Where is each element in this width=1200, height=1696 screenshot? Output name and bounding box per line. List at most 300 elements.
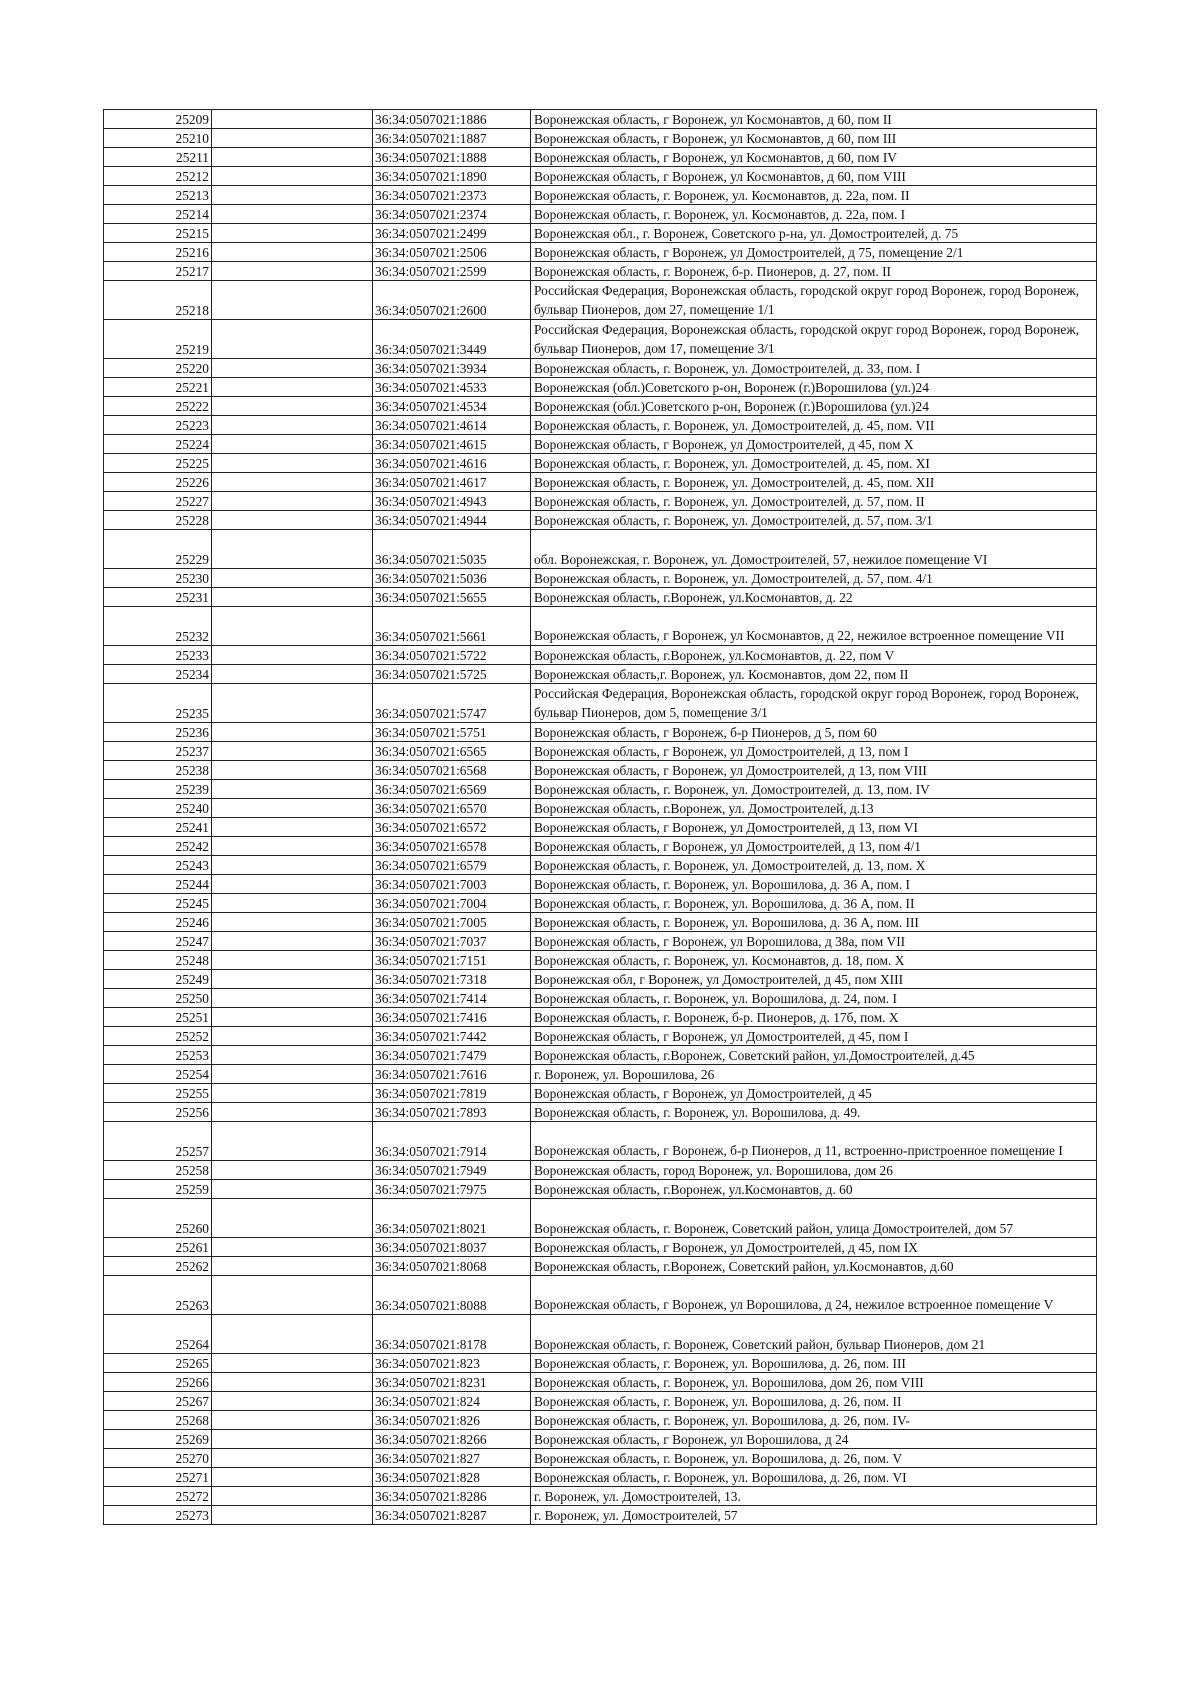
- cadastral-number-cell: 36:34:0507021:2506: [373, 243, 531, 262]
- cadastral-number-cell: 36:34:0507021:823: [373, 1354, 531, 1373]
- row-number-cell: 25241: [104, 818, 212, 837]
- row-number-cell: 25236: [104, 723, 212, 742]
- address-cell: Воронежская область, г. Воронеж, ул. Домостроителей, д. 33, пом. I: [531, 359, 1097, 378]
- row-number-cell: 25255: [104, 1084, 212, 1103]
- table-row: [104, 799, 1097, 818]
- cadastral-number-cell: 36:34:0507021:7005: [373, 913, 531, 932]
- address-cell: Воронежская область, г Воронеж, ул Космонавтов, д 22, нежилое встроенное помещение VII: [531, 607, 1097, 646]
- row-number-cell: 25220: [104, 359, 212, 378]
- address-cell: Воронежская область, г. Воронеж, ул. Ворошилова, д. 49.: [531, 1103, 1097, 1122]
- cadastral-number-cell: 36:34:0507021:7479: [373, 1046, 531, 1065]
- row-number-cell: 25213: [104, 186, 212, 205]
- empty-cell: [212, 837, 373, 856]
- address-cell: Воронежская область, г Воронеж, ул Домостроителей, д 13, пом VI: [531, 818, 1097, 837]
- table-row: [104, 397, 1097, 416]
- row-number-cell: 25226: [104, 473, 212, 492]
- cadastral-number-cell: 36:34:0507021:8037: [373, 1238, 531, 1257]
- cadastral-number-cell: 36:34:0507021:5751: [373, 723, 531, 742]
- table-row: [104, 530, 1097, 569]
- empty-cell: [212, 607, 373, 646]
- table-row: [104, 243, 1097, 262]
- cadastral-number-cell: 36:34:0507021:7975: [373, 1180, 531, 1199]
- table-row: [104, 1449, 1097, 1468]
- row-number-cell: 25250: [104, 989, 212, 1008]
- cadastral-number-cell: 36:34:0507021:7004: [373, 894, 531, 913]
- address-cell: Воронежская область, г Воронеж, ул Домостроителей, д 45, пом X: [531, 435, 1097, 454]
- row-number-cell: 25243: [104, 856, 212, 875]
- row-number-cell: 25224: [104, 435, 212, 454]
- cadastral-number-cell: 36:34:0507021:3934: [373, 359, 531, 378]
- cadastral-number-cell: 36:34:0507021:7318: [373, 970, 531, 989]
- address-cell: г. Воронеж, ул. Домостроителей, 57: [531, 1506, 1097, 1525]
- table-row: [104, 989, 1097, 1008]
- empty-cell: [212, 989, 373, 1008]
- table-row: [104, 1027, 1097, 1046]
- table-row: [104, 378, 1097, 397]
- table-row: [104, 932, 1097, 951]
- address-cell: Воронежская область, г. Воронеж, ул. Ворошилова, д. 26, пом. V: [531, 1449, 1097, 1468]
- row-number-cell: 25225: [104, 454, 212, 473]
- cadastral-number-cell: 36:34:0507021:6565: [373, 742, 531, 761]
- cadastral-number-cell: 36:34:0507021:8088: [373, 1276, 531, 1315]
- table-row: [104, 1122, 1097, 1161]
- table-row: [104, 1238, 1097, 1257]
- address-cell: Воронежская область, г. Воронеж, ул. Домостроителей, д. 45, пом. XI: [531, 454, 1097, 473]
- empty-cell: [212, 1008, 373, 1027]
- address-cell: Воронежская область, г Воронеж, ул Космонавтов, д 60, пом IV: [531, 148, 1097, 167]
- cadastral-number-cell: 36:34:0507021:5722: [373, 646, 531, 665]
- row-number-cell: 25247: [104, 932, 212, 951]
- empty-cell: [212, 359, 373, 378]
- empty-cell: [212, 1373, 373, 1392]
- table-row: [104, 186, 1097, 205]
- table-row: [104, 1506, 1097, 1525]
- empty-cell: [212, 262, 373, 281]
- address-cell: Российская Федерация, Воронежская область, городской округ город Воронеж, город Воронеж, бульвар Пионеров, дом 27, помещение 1/1: [531, 281, 1097, 320]
- table-row: [104, 1315, 1097, 1354]
- address-cell: Воронежская область, г. Воронеж, ул. Домостроителей, д. 13, пом. X: [531, 856, 1097, 875]
- row-number-cell: 25229: [104, 530, 212, 569]
- empty-cell: [212, 665, 373, 684]
- row-number-cell: 25253: [104, 1046, 212, 1065]
- row-number-cell: 25216: [104, 243, 212, 262]
- address-cell: г. Воронеж, ул. Домостроителей, 13.: [531, 1487, 1097, 1506]
- table-row: [104, 951, 1097, 970]
- cadastral-number-cell: 36:34:0507021:4616: [373, 454, 531, 473]
- row-number-cell: 25258: [104, 1161, 212, 1180]
- table-row: [104, 1065, 1097, 1084]
- empty-cell: [212, 951, 373, 970]
- address-cell: Воронежская область, г. Воронеж, ул. Домостроителей, д. 57, пом. II: [531, 492, 1097, 511]
- empty-cell: [212, 167, 373, 186]
- row-number-cell: 25228: [104, 511, 212, 530]
- row-number-cell: 25215: [104, 224, 212, 243]
- cadastral-number-cell: 36:34:0507021:1887: [373, 129, 531, 148]
- table-row: [104, 665, 1097, 684]
- table-row: [104, 780, 1097, 799]
- cadastral-number-cell: 36:34:0507021:2600: [373, 281, 531, 320]
- row-number-cell: 25270: [104, 1449, 212, 1468]
- empty-cell: [212, 1449, 373, 1468]
- empty-cell: [212, 742, 373, 761]
- empty-cell: [212, 1065, 373, 1084]
- row-number-cell: 25211: [104, 148, 212, 167]
- row-number-cell: 25263: [104, 1276, 212, 1315]
- row-number-cell: 25221: [104, 378, 212, 397]
- address-cell: Российская Федерация, Воронежская область, городской округ город Воронеж, город Воронеж, бульвар Пионеров, дом 17, помещение 3/1: [531, 320, 1097, 359]
- table-row: [104, 167, 1097, 186]
- cadastral-number-cell: 36:34:0507021:4534: [373, 397, 531, 416]
- address-cell: Воронежская область, г Воронеж, ул Домостроителей, д 45: [531, 1084, 1097, 1103]
- cadastral-number-cell: 36:34:0507021:1886: [373, 110, 531, 129]
- address-cell: Воронежская область, г.Воронеж, Советский район, ул.Домостроителей, д.45: [531, 1046, 1097, 1065]
- empty-cell: [212, 1180, 373, 1199]
- cadastral-number-cell: 36:34:0507021:824: [373, 1392, 531, 1411]
- empty-cell: [212, 1315, 373, 1354]
- row-number-cell: 25212: [104, 167, 212, 186]
- empty-cell: [212, 205, 373, 224]
- row-number-cell: 25232: [104, 607, 212, 646]
- empty-cell: [212, 224, 373, 243]
- cadastral-number-cell: 36:34:0507021:7949: [373, 1161, 531, 1180]
- row-number-cell: 25252: [104, 1027, 212, 1046]
- empty-cell: [212, 1257, 373, 1276]
- empty-cell: [212, 1468, 373, 1487]
- table-row: [104, 416, 1097, 435]
- table-row: [104, 818, 1097, 837]
- address-cell: Воронежская область, г. Воронеж, ул. Ворошилова, д. 26, пом. VI: [531, 1468, 1097, 1487]
- table-row: [104, 359, 1097, 378]
- empty-cell: [212, 378, 373, 397]
- row-number-cell: 25227: [104, 492, 212, 511]
- address-cell: Воронежская область, г. Воронеж, ул. Ворошилова, д. 26, пом. II: [531, 1392, 1097, 1411]
- cadastral-number-cell: 36:34:0507021:7442: [373, 1027, 531, 1046]
- address-cell: Воронежская область, г. Воронеж, ул. Ворошилова, д. 36 А, пом. I: [531, 875, 1097, 894]
- row-number-cell: 25269: [104, 1430, 212, 1449]
- address-cell: Воронежская область, г Воронеж, ул Ворошилова, д 24: [531, 1430, 1097, 1449]
- cadastral-number-cell: 36:34:0507021:6569: [373, 780, 531, 799]
- table-row: [104, 1257, 1097, 1276]
- cadastral-number-cell: 36:34:0507021:3449: [373, 320, 531, 359]
- row-number-cell: 25242: [104, 837, 212, 856]
- table-row: [104, 205, 1097, 224]
- row-number-cell: 25265: [104, 1354, 212, 1373]
- empty-cell: [212, 1430, 373, 1449]
- address-cell: Воронежская область, г Воронеж, ул Домостроителей, д 13, пом I: [531, 742, 1097, 761]
- address-cell: Воронежская область, г. Воронеж, б-р. Пионеров, д. 27, пом. II: [531, 262, 1097, 281]
- empty-cell: [212, 511, 373, 530]
- cadastral-number-cell: 36:34:0507021:7819: [373, 1084, 531, 1103]
- address-cell: Воронежская область, г. Воронеж, ул. Домостроителей, д. 57, пом. 3/1: [531, 511, 1097, 530]
- address-cell: Воронежская область, г. Воронеж, б-р. Пионеров, д. 17б, пом. X: [531, 1008, 1097, 1027]
- empty-cell: [212, 243, 373, 262]
- empty-cell: [212, 799, 373, 818]
- address-cell: Воронежская область, г.Воронеж, ул.Космонавтов, д. 22: [531, 588, 1097, 607]
- empty-cell: [212, 1411, 373, 1430]
- address-cell: Воронежская область, г Воронеж, ул Ворошилова, д 38а, пом VII: [531, 932, 1097, 951]
- cadastral-number-cell: 36:34:0507021:5655: [373, 588, 531, 607]
- row-number-cell: 25251: [104, 1008, 212, 1027]
- table-row: [104, 1199, 1097, 1238]
- address-cell: Воронежская область, г Воронеж, ул Домостроителей, д 75, помещение 2/1: [531, 243, 1097, 262]
- row-number-cell: 25272: [104, 1487, 212, 1506]
- table-row: [104, 1430, 1097, 1449]
- table-row: [104, 1276, 1097, 1315]
- cadastral-number-cell: 36:34:0507021:5725: [373, 665, 531, 684]
- address-cell: Воронежская область,г. Воронеж, ул. Космонавтов, дом 22, пом II: [531, 665, 1097, 684]
- empty-cell: [212, 818, 373, 837]
- row-number-cell: 25264: [104, 1315, 212, 1354]
- cadastral-number-cell: 36:34:0507021:2373: [373, 186, 531, 205]
- row-number-cell: 25222: [104, 397, 212, 416]
- address-cell: Воронежская область, город Воронеж, ул. Ворошилова, дом 26: [531, 1161, 1097, 1180]
- row-number-cell: 25249: [104, 970, 212, 989]
- row-number-cell: 25233: [104, 646, 212, 665]
- row-number-cell: 25266: [104, 1373, 212, 1392]
- cadastral-number-cell: 36:34:0507021:5661: [373, 607, 531, 646]
- cadastral-number-cell: 36:34:0507021:6578: [373, 837, 531, 856]
- cadastral-number-cell: 36:34:0507021:5035: [373, 530, 531, 569]
- address-cell: Воронежская область, г Воронеж, ул Космонавтов, д 60, пом III: [531, 129, 1097, 148]
- empty-cell: [212, 569, 373, 588]
- table-row: [104, 224, 1097, 243]
- table-row: [104, 129, 1097, 148]
- address-cell: Воронежская область, г Воронеж, ул Космонавтов, д 60, пом VIII: [531, 167, 1097, 186]
- empty-cell: [212, 148, 373, 167]
- cadastral-number-cell: 36:34:0507021:8021: [373, 1199, 531, 1238]
- cadastral-number-cell: 36:34:0507021:8266: [373, 1430, 531, 1449]
- cadastral-registry-table: [103, 109, 1097, 1525]
- cadastral-number-cell: 36:34:0507021:827: [373, 1449, 531, 1468]
- row-number-cell: 25234: [104, 665, 212, 684]
- cadastral-number-cell: 36:34:0507021:1890: [373, 167, 531, 186]
- table-row: [104, 837, 1097, 856]
- cadastral-number-cell: 36:34:0507021:8286: [373, 1487, 531, 1506]
- address-cell: Воронежская область, г. Воронеж, ул. Домостроителей, д. 45, пом. VII: [531, 416, 1097, 435]
- row-number-cell: 25217: [104, 262, 212, 281]
- row-number-cell: 25209: [104, 110, 212, 129]
- empty-cell: [212, 186, 373, 205]
- table-row: [104, 1468, 1097, 1487]
- address-cell: Воронежская область, г. Воронеж, ул. Домостроителей, д. 45, пом. XII: [531, 473, 1097, 492]
- table-row: [104, 856, 1097, 875]
- address-cell: Воронежская область, г. Воронеж, ул. Домостроителей, д. 57, пом. 4/1: [531, 569, 1097, 588]
- address-cell: Воронежская область, г Воронеж, ул Домостроителей, д 45, пом I: [531, 1027, 1097, 1046]
- address-cell: Воронежская область, г. Воронеж, ул. Ворошилова, д. 24, пом. I: [531, 989, 1097, 1008]
- row-number-cell: 25244: [104, 875, 212, 894]
- table-row: [104, 281, 1097, 320]
- address-cell: Воронежская (обл.)Советского р-он, Воронеж (г.)Ворошилова (ул.)24: [531, 378, 1097, 397]
- address-cell: Воронежская область, г Воронеж, ул Ворошилова, д 24, нежилое встроенное помещение V: [531, 1276, 1097, 1315]
- address-cell: Воронежская область, г. Воронеж, ул. Ворошилова, д. 36 А, пом. II: [531, 894, 1097, 913]
- row-number-cell: 25218: [104, 281, 212, 320]
- cadastral-number-cell: 36:34:0507021:6579: [373, 856, 531, 875]
- address-cell: Воронежская область, г.Воронеж, Советский район, ул.Космонавтов, д.60: [531, 1257, 1097, 1276]
- table-row: [104, 1103, 1097, 1122]
- table-row: [104, 1161, 1097, 1180]
- address-cell: Воронежская область, г Воронеж, ул Домостроителей, д 13, пом VIII: [531, 761, 1097, 780]
- address-cell: г. Воронеж, ул. Ворошилова, 26: [531, 1065, 1097, 1084]
- cadastral-number-cell: 36:34:0507021:7414: [373, 989, 531, 1008]
- address-cell: Воронежская область, г Воронеж, ул Домостроителей, д 45, пом IX: [531, 1238, 1097, 1257]
- empty-cell: [212, 646, 373, 665]
- address-cell: Воронежская область, г Воронеж, б-р Пионеров, д 11, встроенно-пристроенное помещение I: [531, 1122, 1097, 1161]
- address-cell: Воронежская область, г Воронеж, б-р Пионеров, д 5, пом 60: [531, 723, 1097, 742]
- row-number-cell: 25214: [104, 205, 212, 224]
- row-number-cell: 25231: [104, 588, 212, 607]
- empty-cell: [212, 473, 373, 492]
- row-number-cell: 25210: [104, 129, 212, 148]
- row-number-cell: 25259: [104, 1180, 212, 1199]
- address-cell: Воронежская область, г.Воронеж, ул.Космонавтов, д. 22, пом V: [531, 646, 1097, 665]
- empty-cell: [212, 780, 373, 799]
- empty-cell: [212, 397, 373, 416]
- empty-cell: [212, 1122, 373, 1161]
- address-cell: Воронежская область, г. Воронеж, ул. Ворошилова, д. 26, пом. III: [531, 1354, 1097, 1373]
- row-number-cell: 25273: [104, 1506, 212, 1525]
- cadastral-number-cell: 36:34:0507021:5747: [373, 684, 531, 723]
- empty-cell: [212, 1199, 373, 1238]
- empty-cell: [212, 723, 373, 742]
- empty-cell: [212, 320, 373, 359]
- row-number-cell: 25257: [104, 1122, 212, 1161]
- cadastral-number-cell: 36:34:0507021:1888: [373, 148, 531, 167]
- cadastral-number-cell: 36:34:0507021:2599: [373, 262, 531, 281]
- table-row: [104, 1046, 1097, 1065]
- address-cell: Воронежская область, г.Воронеж, ул.Космонавтов, д. 60: [531, 1180, 1097, 1199]
- cadastral-number-cell: 36:34:0507021:6570: [373, 799, 531, 818]
- cadastral-number-cell: 36:34:0507021:7003: [373, 875, 531, 894]
- empty-cell: [212, 435, 373, 454]
- cadastral-number-cell: 36:34:0507021:5036: [373, 569, 531, 588]
- address-cell: Воронежская обл, г Воронеж, ул Домостроителей, д 45, пом XIII: [531, 970, 1097, 989]
- address-cell: Воронежская область, г. Воронеж, ул. Домостроителей, д. 13, пом. IV: [531, 780, 1097, 799]
- table-row: [104, 894, 1097, 913]
- table-row: [104, 492, 1097, 511]
- cadastral-number-cell: 36:34:0507021:7416: [373, 1008, 531, 1027]
- empty-cell: [212, 1276, 373, 1315]
- table-row: [104, 970, 1097, 989]
- empty-cell: [212, 110, 373, 129]
- empty-cell: [212, 970, 373, 989]
- cadastral-number-cell: 36:34:0507021:826: [373, 1411, 531, 1430]
- table-row: [104, 1180, 1097, 1199]
- cadastral-number-cell: 36:34:0507021:6572: [373, 818, 531, 837]
- empty-cell: [212, 1487, 373, 1506]
- cadastral-number-cell: 36:34:0507021:4943: [373, 492, 531, 511]
- empty-cell: [212, 932, 373, 951]
- empty-cell: [212, 492, 373, 511]
- address-cell: Воронежская область, г. Воронеж, ул. Ворошилова, д. 36 А, пом. III: [531, 913, 1097, 932]
- table-row: [104, 110, 1097, 129]
- table-row: [104, 511, 1097, 530]
- table-row: [104, 607, 1097, 646]
- row-number-cell: 25256: [104, 1103, 212, 1122]
- table-row: [104, 473, 1097, 492]
- cadastral-number-cell: 36:34:0507021:7151: [373, 951, 531, 970]
- empty-cell: [212, 684, 373, 723]
- empty-cell: [212, 1392, 373, 1411]
- table-row: [104, 742, 1097, 761]
- empty-cell: [212, 588, 373, 607]
- cadastral-number-cell: 36:34:0507021:8231: [373, 1373, 531, 1392]
- cadastral-number-cell: 36:34:0507021:4615: [373, 435, 531, 454]
- empty-cell: [212, 416, 373, 435]
- row-number-cell: 25240: [104, 799, 212, 818]
- address-cell: Воронежская область, г Воронеж, ул Космонавтов, д 60, пом II: [531, 110, 1097, 129]
- cadastral-number-cell: 36:34:0507021:4617: [373, 473, 531, 492]
- table-row: [104, 569, 1097, 588]
- address-cell: Российская Федерация, Воронежская область, городской округ город Воронеж, город Воронеж, бульвар Пионеров, дом 5, помещение 3/1: [531, 684, 1097, 723]
- empty-cell: [212, 1084, 373, 1103]
- row-number-cell: 25239: [104, 780, 212, 799]
- table-row: [104, 1373, 1097, 1392]
- row-number-cell: 25268: [104, 1411, 212, 1430]
- address-cell: Воронежская область, г.Воронеж, ул. Домостроителей, д.13: [531, 799, 1097, 818]
- table-row: [104, 1354, 1097, 1373]
- cadastral-number-cell: 36:34:0507021:4533: [373, 378, 531, 397]
- cadastral-number-cell: 36:34:0507021:6568: [373, 761, 531, 780]
- address-cell: Воронежская область, г. Воронеж, ул. Космонавтов, д. 22а, пом. II: [531, 186, 1097, 205]
- empty-cell: [212, 875, 373, 894]
- table-row: [104, 588, 1097, 607]
- table-row: [104, 1411, 1097, 1430]
- empty-cell: [212, 856, 373, 875]
- address-cell: Воронежская область, г. Воронеж, ул. Ворошилова, дом 26, пом VIII: [531, 1373, 1097, 1392]
- empty-cell: [212, 530, 373, 569]
- address-cell: обл. Воронежская, г. Воронеж, ул. Домостроителей, 57, нежилое помещение VI: [531, 530, 1097, 569]
- row-number-cell: 25238: [104, 761, 212, 780]
- cadastral-number-cell: 36:34:0507021:4944: [373, 511, 531, 530]
- address-cell: Воронежская область, г. Воронеж, Советский район, бульвар Пионеров, дом 21: [531, 1315, 1097, 1354]
- address-cell: Воронежская (обл.)Советского р-он, Воронеж (г.)Ворошилова (ул.)24: [531, 397, 1097, 416]
- empty-cell: [212, 1354, 373, 1373]
- empty-cell: [212, 1046, 373, 1065]
- row-number-cell: 25248: [104, 951, 212, 970]
- empty-cell: [212, 894, 373, 913]
- cadastral-number-cell: 36:34:0507021:828: [373, 1468, 531, 1487]
- row-number-cell: 25235: [104, 684, 212, 723]
- empty-cell: [212, 281, 373, 320]
- row-number-cell: 25245: [104, 894, 212, 913]
- row-number-cell: 25223: [104, 416, 212, 435]
- cadastral-number-cell: 36:34:0507021:2374: [373, 205, 531, 224]
- empty-cell: [212, 454, 373, 473]
- empty-cell: [212, 129, 373, 148]
- cadastral-number-cell: 36:34:0507021:4614: [373, 416, 531, 435]
- table-row: [104, 262, 1097, 281]
- empty-cell: [212, 913, 373, 932]
- empty-cell: [212, 1103, 373, 1122]
- table-row: [104, 454, 1097, 473]
- row-number-cell: 25237: [104, 742, 212, 761]
- address-cell: Воронежская область, г. Воронеж, ул. Космонавтов, д. 22а, пом. I: [531, 205, 1097, 224]
- table-row: [104, 684, 1097, 723]
- cadastral-number-cell: 36:34:0507021:2499: [373, 224, 531, 243]
- address-cell: Воронежская область, г. Воронеж, Советский район, улица Домостроителей, дом 57: [531, 1199, 1097, 1238]
- address-cell: Воронежская область, г Воронеж, ул Домостроителей, д 13, пом 4/1: [531, 837, 1097, 856]
- registry-table-body: [104, 110, 1097, 1525]
- table-row: [104, 320, 1097, 359]
- address-cell: Воронежская область, г. Воронеж, ул. Ворошилова, д. 26, пом. IV-: [531, 1411, 1097, 1430]
- empty-cell: [212, 1238, 373, 1257]
- row-number-cell: 25262: [104, 1257, 212, 1276]
- cadastral-number-cell: 36:34:0507021:8068: [373, 1257, 531, 1276]
- table-row: [104, 148, 1097, 167]
- row-number-cell: 25271: [104, 1468, 212, 1487]
- row-number-cell: 25246: [104, 913, 212, 932]
- cadastral-number-cell: 36:34:0507021:7914: [373, 1122, 531, 1161]
